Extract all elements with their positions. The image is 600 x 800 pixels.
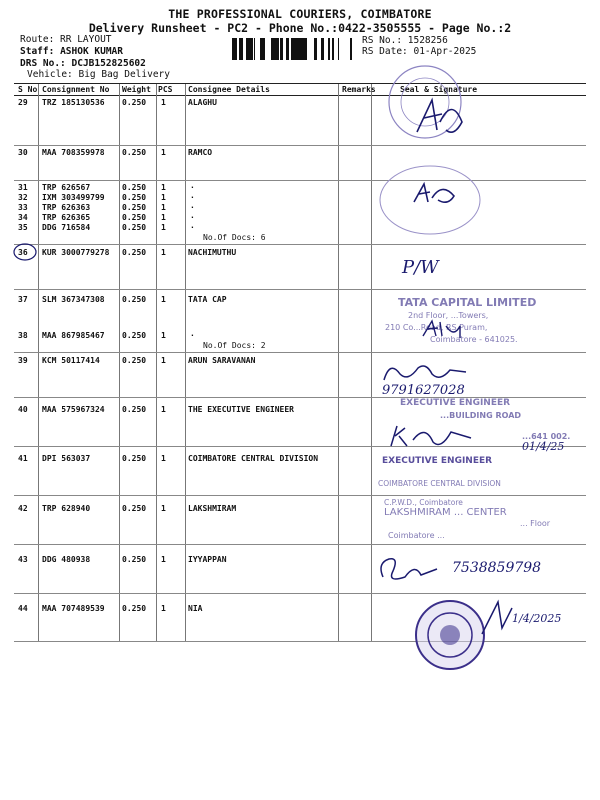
row-pcs: 1 <box>161 604 166 613</box>
row-separator <box>14 641 586 642</box>
row-weight: 0.250 <box>122 405 147 414</box>
row-sno: 40 <box>18 405 28 414</box>
stamp-ccd-line2: COIMBATORE CENTRAL DIVISION <box>378 479 501 488</box>
row-pcs: 1 <box>161 248 166 257</box>
col-header-weight: Weight <box>122 85 151 94</box>
runsheet-subtitle: Delivery Runsheet - PC2 - Phone No.:0422-3505555 - Page No.:2 <box>88 21 512 35</box>
stamp-exec-line3: ...641 002. <box>522 432 571 441</box>
handwritten-date: 1/4/2025 <box>512 612 562 625</box>
row-separator <box>14 495 586 496</box>
row-consignment-no: MAA 707489539 <box>42 604 105 613</box>
col-header-sno: S No <box>18 85 38 94</box>
stamp-exec-line1: EXECUTIVE ENGINEER <box>400 398 511 408</box>
row-separator <box>14 593 586 594</box>
row-weight: 0.250 <box>122 223 147 232</box>
row-sno: 31 <box>18 183 28 192</box>
col-header-pcs: PCS <box>158 85 173 94</box>
row-weight: 0.250 <box>122 356 147 365</box>
company-title: THE PROFESSIONAL COURIERS, COIMBATORE <box>168 7 432 21</box>
row-weight: 0.250 <box>122 193 147 202</box>
row-sno: 41 <box>18 454 28 463</box>
docs-count-note: No.Of Docs: 2 <box>203 341 266 350</box>
route-label: Route: RR LAYOUT <box>20 34 112 45</box>
row-consignment-no: KCM 50117414 <box>42 356 100 365</box>
row-sno: 29 <box>18 98 28 107</box>
row-separator <box>14 289 586 290</box>
row-weight: 0.250 <box>122 248 147 257</box>
row-pcs: 1 <box>161 148 166 157</box>
row-consignee: . <box>190 221 195 230</box>
row-pcs: 1 <box>161 223 166 232</box>
col-header-remarks: Remarks <box>342 85 376 94</box>
row-consignment-no: DDG 480938 <box>42 555 91 564</box>
row-weight: 0.250 <box>122 504 147 513</box>
row-pcs: 1 <box>161 356 166 365</box>
row-weight: 0.250 <box>122 148 147 157</box>
table-header-border <box>14 95 586 96</box>
stamp-tata-line4: Coimbatore - 641025. <box>430 335 518 344</box>
row-sno: 39 <box>18 356 28 365</box>
vehicle-label: Vehicle: Big Bag Delivery <box>27 69 170 80</box>
row-sno: 34 <box>18 213 28 222</box>
signature-mark <box>412 92 472 142</box>
signature-mark <box>375 553 445 587</box>
stamp-ccd-line1: EXECUTIVE ENGINEER <box>382 456 493 466</box>
row-consignee: LAKSHMIRAM <box>188 504 237 513</box>
row-consignee: . <box>190 181 195 190</box>
row-weight: 0.250 <box>122 213 147 222</box>
row-consignee: . <box>190 201 195 210</box>
row-sno: 36 <box>18 248 28 257</box>
row-sno: 44 <box>18 604 28 613</box>
row-weight: 0.250 <box>122 604 147 613</box>
col-divider <box>185 84 186 642</box>
col-divider <box>371 84 372 642</box>
row-pcs: 1 <box>161 555 166 564</box>
row-consignee: COIMBATORE CENTRAL DIVISION <box>188 454 319 463</box>
row-consignee: ALAGHU <box>188 98 217 107</box>
row-separator <box>14 145 586 146</box>
stamp-ccd-line3: C.P.W.D., Coimbatore <box>384 498 463 507</box>
row-pcs: 1 <box>161 203 166 212</box>
row-pcs: 1 <box>161 213 166 222</box>
docs-count-note: No.Of Docs: 6 <box>203 233 266 242</box>
circle-mark-36 <box>12 242 38 262</box>
stamp-laksh-line1: LAKSHMIRAM ... CENTER <box>384 507 507 518</box>
row-consignee: TATA CAP <box>188 295 227 304</box>
stamp-laksh-line2: ... Floor <box>520 519 551 528</box>
row-consignment-no: IXM 303499799 <box>42 193 105 202</box>
row-separator <box>14 544 586 545</box>
drs-line <box>20 58 146 69</box>
row-weight: 0.250 <box>122 183 147 192</box>
row-weight: 0.250 <box>122 295 147 304</box>
row-sno: 42 <box>18 504 28 513</box>
row-consignee: NIA <box>188 604 203 613</box>
staff-line <box>20 46 123 57</box>
row-sno: 37 <box>18 295 28 304</box>
handwritten-phone: 9791627028 <box>382 383 465 398</box>
row-consignment-no: MAA 867985467 <box>42 331 105 340</box>
col-header-consignment: Consignment No <box>42 85 110 94</box>
rs-date: RS Date: 01-Apr-2025 <box>362 46 477 57</box>
row-sno: 33 <box>18 203 28 212</box>
row-weight: 0.250 <box>122 203 147 212</box>
row-weight: 0.250 <box>122 98 147 107</box>
row-consignment-no: TRP 626567 <box>42 183 91 192</box>
row-consignment-no: TRZ 185130536 <box>42 98 105 107</box>
row-consignment-no: MAA 708359978 <box>42 148 105 157</box>
row-consignment-no: DPI 563037 <box>42 454 91 463</box>
table-top-border <box>14 83 586 84</box>
stamp-exec-line2: ...BUILDING ROAD <box>440 411 522 420</box>
row-pcs: 1 <box>161 183 166 192</box>
barcode <box>232 38 354 60</box>
row-weight: 0.250 <box>122 555 147 564</box>
row-pcs: 1 <box>161 193 166 202</box>
row-pcs: 1 <box>161 331 166 340</box>
row-separator <box>14 244 586 245</box>
col-divider <box>338 84 339 642</box>
col-divider <box>38 84 39 642</box>
row-consignee: NACHIMUTHU <box>188 248 237 257</box>
row-consignee: ARUN SARAVANAN <box>188 356 256 365</box>
row-pcs: 1 <box>161 504 166 513</box>
col-header-seal-signature: Seal & Signature <box>400 85 478 94</box>
signature-mark <box>410 180 470 210</box>
row-sno: 30 <box>18 148 28 157</box>
row-separator <box>14 180 586 181</box>
row-sno: 35 <box>18 223 28 232</box>
row-consignee: THE EXECUTIVE ENGINEER <box>188 405 294 414</box>
stamp-laksh-line3: Coimbatore ... <box>388 531 445 540</box>
handwritten-pw: P/W <box>402 257 439 278</box>
row-consignee: IYYAPPAN <box>188 555 227 564</box>
row-pcs: 1 <box>161 454 166 463</box>
row-consignee: . <box>190 329 195 338</box>
handwritten-phone: 7538859798 <box>452 560 542 576</box>
row-weight: 0.250 <box>122 331 147 340</box>
stamp-tata-line1: TATA CAPITAL LIMITED <box>398 296 537 309</box>
row-pcs: 1 <box>161 405 166 414</box>
row-consignment-no: TRP 626365 <box>42 213 91 222</box>
row-consignee: . <box>190 191 195 200</box>
stamp-tata-line3: 210 Co...Road, RS Puram, <box>385 323 488 332</box>
row-consignment-no: DDG 716584 <box>42 223 91 232</box>
staff-label: Staff: <box>20 46 55 57</box>
signature-mark <box>385 420 475 454</box>
col-header-consignee: Consignee Details <box>188 85 270 94</box>
row-pcs: 1 <box>161 98 166 107</box>
row-separator <box>14 446 586 447</box>
row-consignment-no: SLM 367347308 <box>42 295 105 304</box>
signature-mark <box>420 318 480 340</box>
row-consignee: RAMCO <box>188 148 213 157</box>
rs-number: RS No.: 1528256 <box>362 35 448 46</box>
round-seal-stamp <box>413 598 487 672</box>
row-consignment-no: TRP 626363 <box>42 203 91 212</box>
row-weight: 0.250 <box>122 454 147 463</box>
row-consignment-no: TRP 628940 <box>42 504 91 513</box>
staff-name: ASHOK KUMAR <box>60 46 123 57</box>
col-divider <box>156 84 157 642</box>
col-divider <box>119 84 120 642</box>
drs-number: DCJB152825602 <box>71 58 146 69</box>
row-pcs: 1 <box>161 295 166 304</box>
row-sno: 38 <box>18 331 28 340</box>
row-sno: 32 <box>18 193 28 202</box>
stamp-tata-line2: 2nd Floor, ...Towers, <box>408 311 489 320</box>
row-consignee: . <box>190 211 195 220</box>
row-consignment-no: MAA 575967324 <box>42 405 105 414</box>
row-consignment-no: KUR 3000779278 <box>42 248 110 257</box>
handwritten-date: 01/4/25 <box>522 440 565 453</box>
row-separator <box>14 352 586 353</box>
row-sno: 43 <box>18 555 28 564</box>
drs-label: DRS No.: <box>20 58 66 69</box>
